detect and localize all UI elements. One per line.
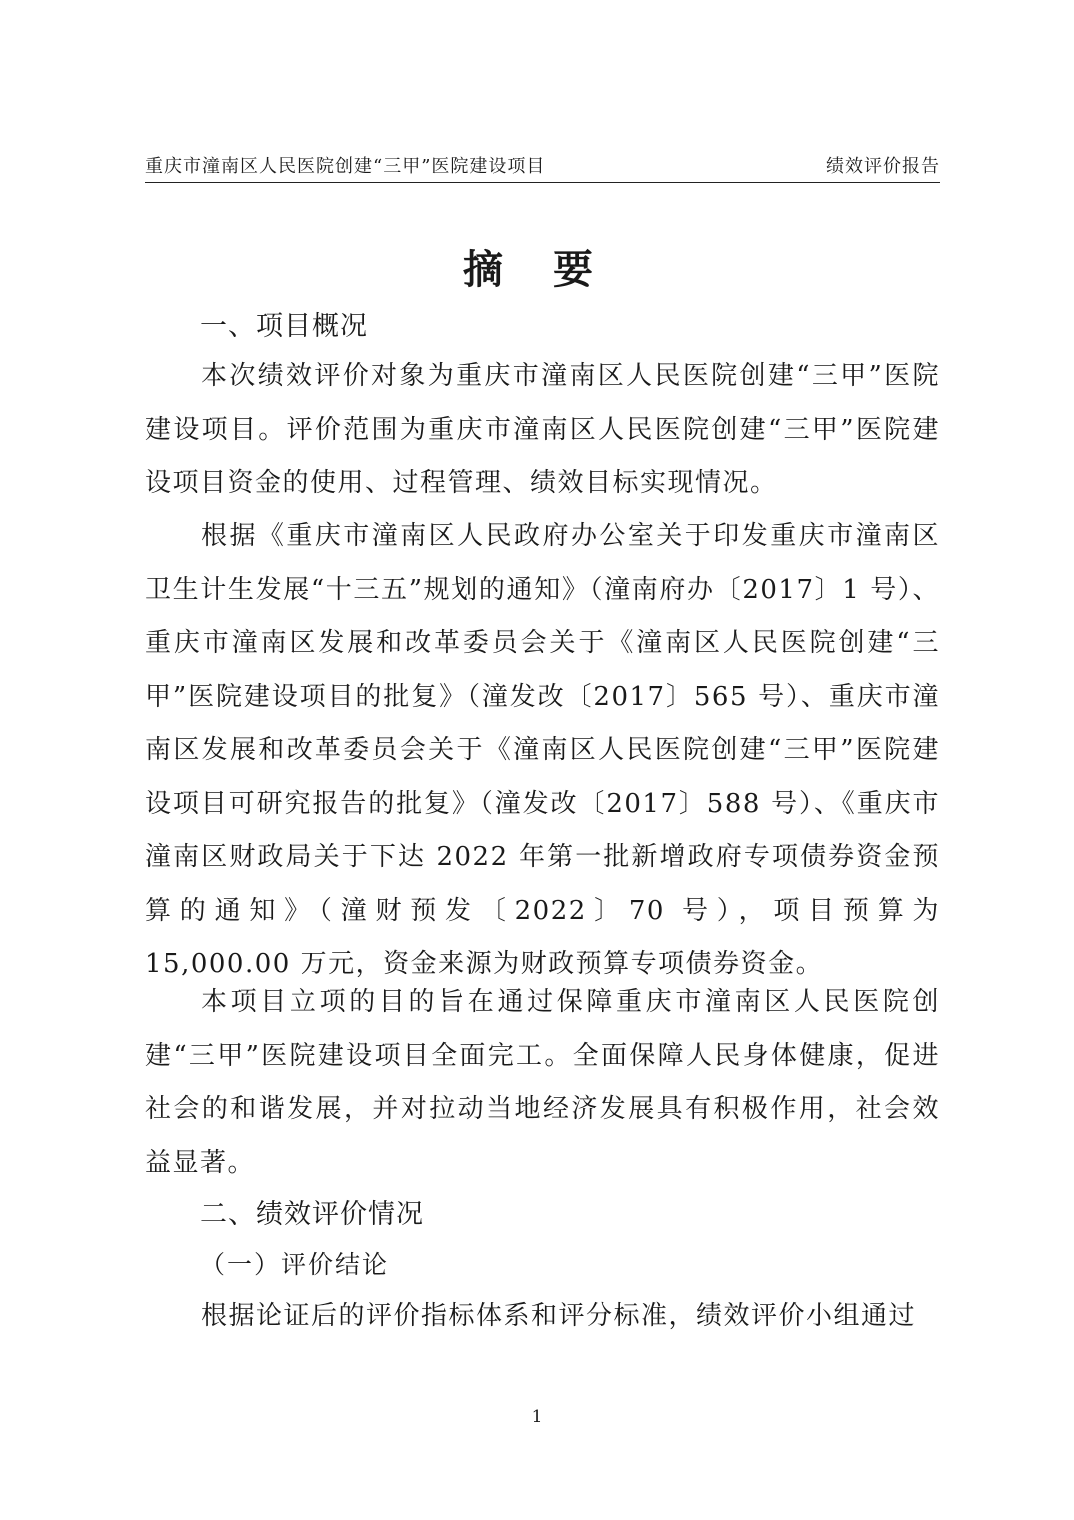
page-header — [145, 148, 940, 183]
paragraph-evaluation-conclusion: 根据论证后的评价指标体系和评分标准，绩效评价小组通过 — [201, 1301, 917, 1331]
header-project-title: 重庆市潼南区人民医院创建“三甲”医院建设项目 — [145, 156, 546, 177]
section-heading-performance-evaluation: 二、绩效评价情况 — [200, 1199, 424, 1230]
paragraph-basis-and-budget: 根据《重庆市潼南区人民政府办公室关于印发重庆市潼南区卫生计生发展“十三五”规划的通知》（潼南府办〔2017〕1 号）、重庆市潼南区发展和改革委员会关于《潼南区人民医院创建“三甲”医院建设项目的批复》（潼发改〔2017〕565 号）、重庆市潼南区发展和改革委员会关于《潼南区人民医院创建“三甲”医院建设项目可研究报告的批复》（潼发改〔2017〕588 号）、《重庆市潼南区财政局关于下达 2022 年第一批新增政府专项债券资金预算的通知》（潼财预发〔2022〕70 号），项目预算为 15,000.00 万元，资金来源为财政预算专项债券资金。 — [145, 521, 940, 979]
section-heading-project-overview: 一、项目概况 — [200, 311, 368, 342]
document-title: 摘 要 — [463, 247, 611, 293]
sub-heading-evaluation-conclusion: （一）评价结论 — [200, 1250, 390, 1279]
page-number: 1 — [531, 1407, 543, 1427]
header-report-type: 绩效评价报告 — [826, 156, 940, 177]
paragraph-project-purpose: 本项目立项的目的旨在通过保障重庆市潼南区人民医院创建“三甲”医院建设项目全面完工。全面保障人民身体健康，促进社会的和谐发展，并对拉动当地经济发展具有积极作用，社会效益显著。 — [145, 987, 940, 1178]
paragraph-evaluation-object: 本次绩效评价对象为重庆市潼南区人民医院创建“三甲”医院建设项目。评价范围为重庆市潼南区人民医院创建“三甲”医院建设项目资金的使用、过程管理、绩效目标实现情况。 — [145, 361, 940, 498]
